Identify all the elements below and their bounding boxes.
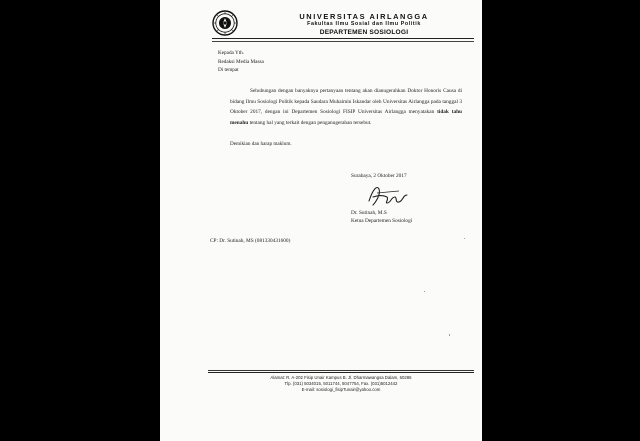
body-emphasis: tidak tahu menahu bbox=[230, 109, 462, 126]
header-rule bbox=[212, 38, 474, 39]
letter-page bbox=[160, 0, 482, 441]
scan-speck bbox=[449, 334, 450, 336]
place-date: Surabaya, 2 Oktober 2017 bbox=[351, 173, 407, 179]
contact-person: CP: Dr. Sutinah, MS (081330431600) bbox=[210, 238, 291, 244]
scan-speck bbox=[464, 238, 465, 239]
signatory-title: Ketua Departemen Sosiologi bbox=[351, 218, 413, 224]
university-name: UNIVERSITAS AIRLANGGA bbox=[299, 12, 429, 21]
footer-phone: Tlp. (031) 5034015, 5011744, 5047754, Fax. (031)5012442 bbox=[284, 381, 398, 386]
footer-address: Alamat: R. A-202 Fisip Unair Kampus B. Jl. Dharmawangsa Dalam, 60286 bbox=[270, 375, 412, 380]
recipient-line-3: Di tempat bbox=[218, 67, 239, 74]
body-text: Sehubungan dengan banyaknya pertanyaan tentang akan dianugerahkan Doktor Honoris Causa di bidang Ilmu Sosiologi Politik kepada Saudara Muhaimin Iskandar oleh Universitas Airlangga pada tanggal 3 Oktober 2017, dengan ini Departemen Sosiologi FISIP Universitas Airlangga menyatakan bbox=[230, 88, 462, 116]
body-paragraph bbox=[230, 86, 462, 128]
university-seal-icon bbox=[212, 10, 238, 36]
department-name: DEPARTEMEN SOSIOLOGI bbox=[319, 29, 409, 36]
recipient-block bbox=[218, 49, 264, 75]
footer-email: E-mail: sosiologi_fisipTunair@yahoo.com bbox=[301, 387, 381, 392]
header-rule-thin bbox=[212, 41, 474, 42]
scan-speck bbox=[424, 291, 425, 292]
footer-rule bbox=[208, 372, 474, 373]
body-text-end: tentang hal yang terkait dengan penganugerahan tersebut. bbox=[248, 119, 372, 126]
recipient-line-1: Kepada Yth. bbox=[218, 50, 245, 56]
handwritten-signature bbox=[365, 183, 409, 209]
faculty-name: Fakultas Ilmu Sosial dan Ilmu Politik bbox=[307, 21, 421, 27]
recipient-line-2: Redaksi Media Massa bbox=[218, 58, 264, 65]
footer-rule-thin bbox=[208, 370, 474, 371]
closing-line: Demikian dan harap maklum. bbox=[230, 141, 292, 147]
signatory-name: Dr. Sutinah, M.S bbox=[351, 210, 387, 216]
letter-body bbox=[230, 86, 462, 128]
